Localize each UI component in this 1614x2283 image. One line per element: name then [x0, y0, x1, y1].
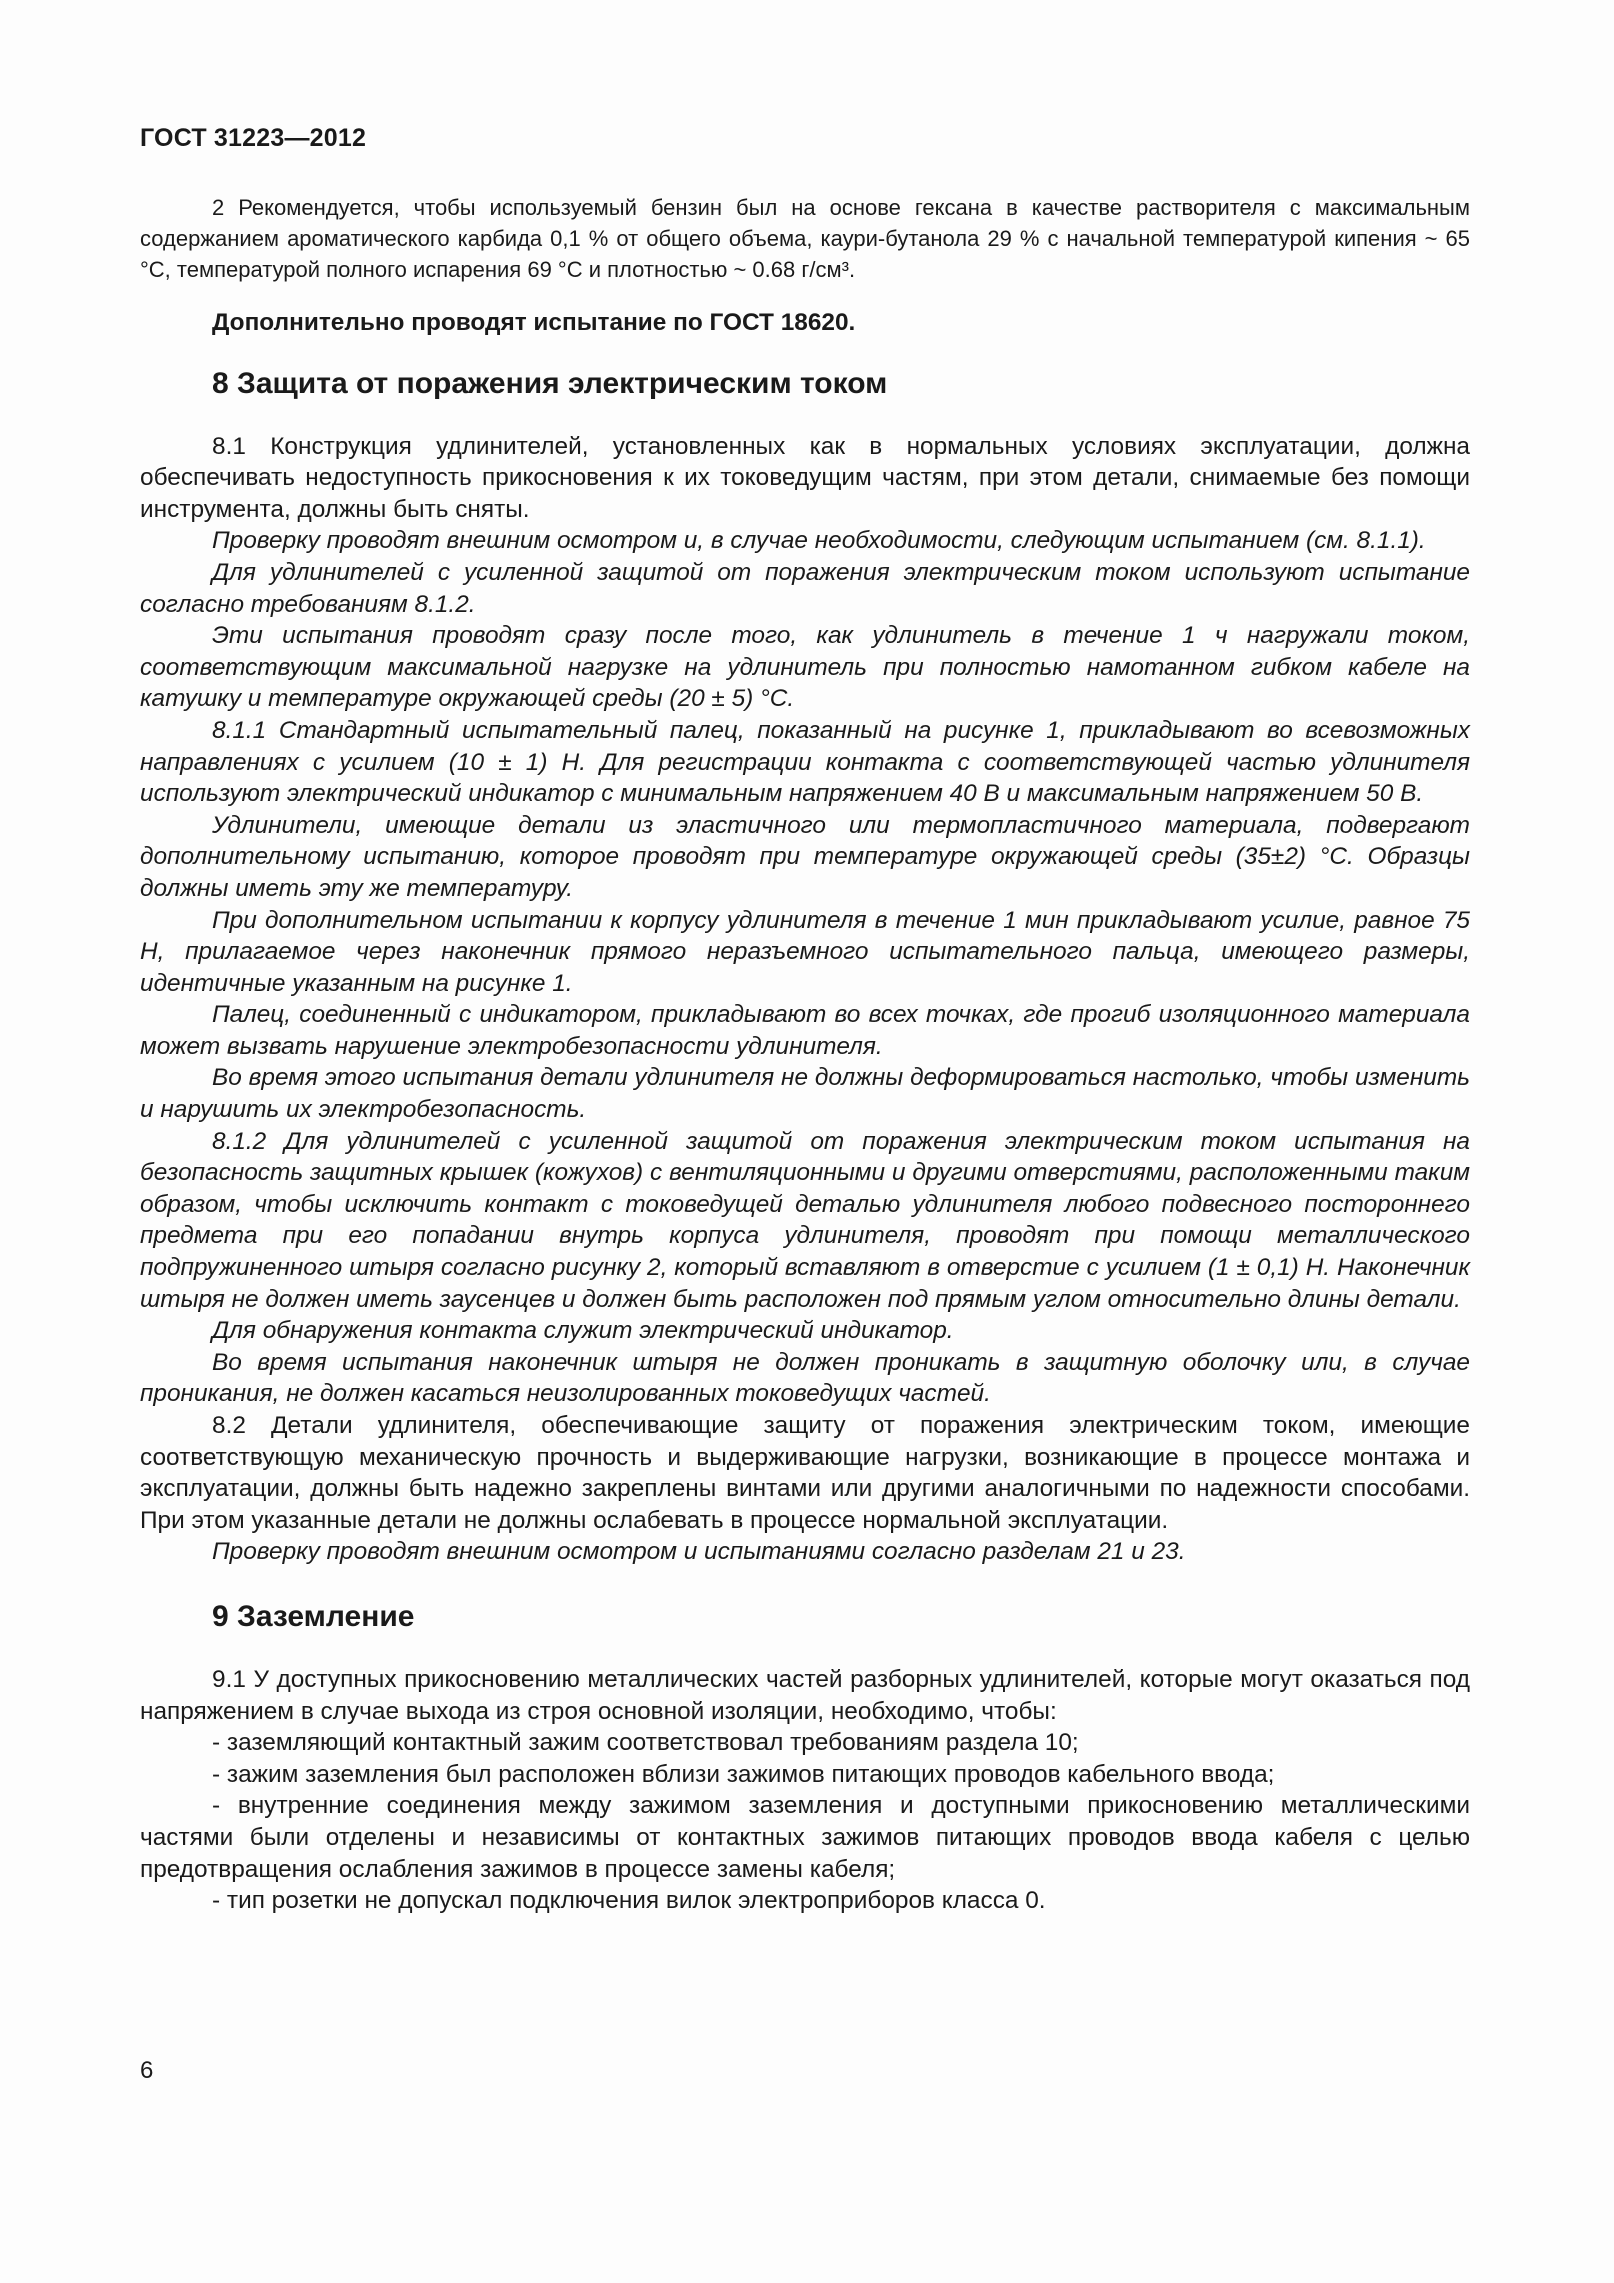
section-9-heading: 9 Заземление [212, 1599, 415, 1633]
paragraph-8-2: 8.2 Детали удлинителя, обеспечивающие защиту от поражения электрическим током, имеющие соответствующую механическую прочность и выдерживающие нагрузки, возникающие в процессе монтажа и эксплуатации, должны быть надежно закреплены винтами или другими аналогичными по надежности способами. При этом указанные детали не должны ослабевать в процессе нормальной эксплуатации. [140, 1412, 1470, 1534]
paragraph-8-1-1-finger: Палец, соединенный с индикатором, прикладывают во всех точках, где прогиб изоляционного материала может вызвать нарушение электробезопасности удлинителя. [140, 1001, 1470, 1060]
paragraph-8-1-2-indicator: Для обнаружения контакта служит электрический индикатор. [212, 1317, 954, 1345]
paragraph-8-1-check: Проверку проводят внешним осмотром и, в случае необходимости, следующим испытанием (см. 8.1.1). [212, 527, 1426, 555]
list-item: - тип розетки не допускал подключения вилок электроприборов класса 0. [212, 1887, 1046, 1915]
section-8-heading: 8 Защита от поражения электрическим током [212, 366, 888, 400]
note-2: 2 Рекомендуется, чтобы используемый бензин был на основе гексана в качестве растворителя с максимальным содержанием ароматического карбида 0,1 % от общего объема, каури-бутанола 29 % с начальной температурой кипения ~ 65 °С, температурой полного испарения 69 °С и плотностью ~ 0.68 г/см³. [140, 195, 1470, 282]
paragraph-8-1-1-force: При дополнительном испытании к корпусу удлинителя в течение 1 мин прикладывают усилие, равное 75 Н, прилагаемое через наконечник прямого неразъемного испытательного пальца, имеющего размеры, идентичные указанным на рисунке 1. [140, 906, 1470, 997]
additional-test-statement: Дополнительно проводят испытание по ГОСТ 18620. [212, 309, 856, 336]
page-number: 6 [140, 2057, 154, 2084]
paragraph-8-1-reinforced: Для удлинителей с усиленной защитой от поражения электрическим током используют испытание согласно требованиям 8.1.2. [140, 558, 1470, 618]
paragraph-8-1-2-during: Во время испытания наконечник штыря не должен проникать в защитную оболочку или, в случае проникания, не должен касаться неизолированных токоведущих частей. [140, 1348, 1470, 1408]
paragraph-8-2-check: Проверку проводят внешним осмотром и испытаниями согласно разделам 21 и 23. [212, 1538, 1186, 1566]
document-header: ГОСТ 31223—2012 [140, 124, 367, 152]
list-item: - внутренние соединения между зажимом заземления и доступными прикосновению металлическими частями были отделены и независимы от контактных зажимов питающих проводов ввода кабеля с целью предотвращения ослабления зажимов в процессе замены кабеля; [140, 1792, 1470, 1883]
paragraph-8-1-after: Эти испытания проводят сразу после того, как удлинитель в течение 1 ч нагружали током, соответствующим максимальной нагрузке на удлинитель при полностью намотанном гибком кабеле на катушку и температуре окружающей среды (20 ± 5) °С. [140, 622, 1470, 713]
paragraph-8-1-1-deform: Во время этого испытания детали удлинителя не должны деформироваться настолько, чтобы изменить и нарушить их электробезопасность. [140, 1064, 1470, 1124]
paragraph-8-1-1-elastic: Удлинители, имеющие детали из эластичного или термопластичного материала, подвергают дополнительному испытанию, которое проводят при температуре окружающей среды (35±2) °С. Образцы должны иметь эту же температуру. [140, 811, 1470, 902]
paragraph-8-1-1: 8.1.1 Стандартный испытательный палец, показанный на рисунке 1, прикладывают во всевозможных направлениях с усилием (10 ± 1) Н. Для регистрации контакта с соответствующей частью удлинителя используют электрический индикатор с минимальным напряжением 40 В и максимальным напряжением 50 В. [140, 716, 1470, 808]
document-body [140, 192, 1470, 1917]
list-item: - заземляющий контактный зажим соответствовал требованиям раздела 10; [212, 1729, 1079, 1757]
paragraph-8-1: 8.1 Конструкция удлинителей, установленных как в нормальных условиях эксплуатации, должна обеспечивать недоступность прикосновения к их токоведущим частям, при этом детали, снимаемые без помощи инструмента, должны быть сняты. [140, 432, 1470, 523]
paragraph-9-1: 9.1 У доступных прикосновению металлических частей разборных удлинителей, которые могут оказаться под напряжением в случае выхода из строя основной изоляции, необходимо, чтобы: [140, 1665, 1470, 1725]
list-item: - зажим заземления был расположен вблизи зажимов питающих проводов кабельного ввода; [212, 1760, 1275, 1788]
paragraph-8-1-2: 8.1.2 Для удлинителей с усиленной защитой от поражения электрическим током испытания на безопасность защитных крышек (кожухов) с вентиляционными и другими отверстиями, расположенными таким образом, чтобы исключить контакт с токоведущей деталью удлинителя любого подвесного постороннего предмета при его попадании внутрь корпуса удлинителя, проводят при помощи металлического подпружиненного штыря согласно рисунку 2, который вставляют в отверстие с усилием (1 ± 0,1) Н. Наконечник штыря не должен иметь заусенцев и должен быть расположен под прямым углом относительно длины детали. [140, 1127, 1470, 1313]
